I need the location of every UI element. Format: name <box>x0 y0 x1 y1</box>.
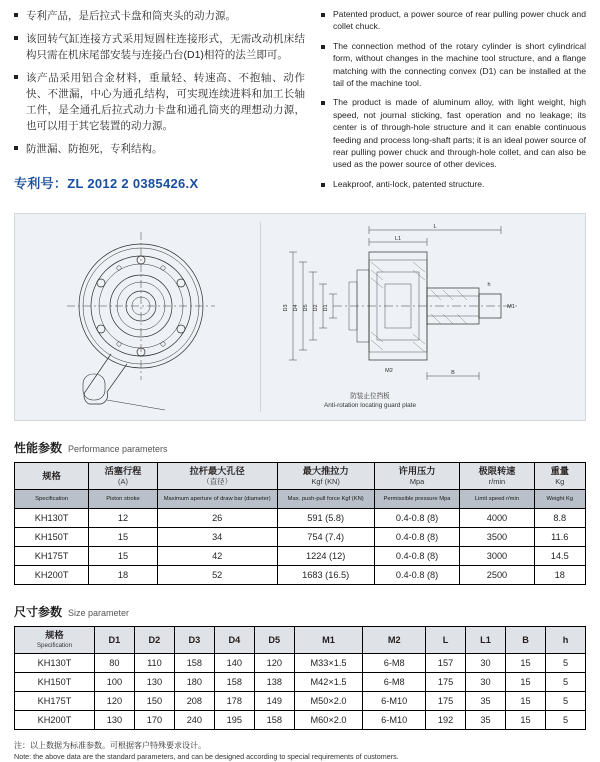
intro-chinese-list <box>14 8 305 157</box>
col-header-d1: D1 <box>94 627 134 654</box>
cell-m1: M60×2.0 <box>294 711 363 730</box>
cell-push-pull: 1683 (16.5) <box>277 566 374 585</box>
col-header-piston-stroke-cn: 活塞行程 <box>104 466 142 477</box>
cell-h: 5 <box>546 692 586 711</box>
size-table <box>14 626 586 730</box>
cell-weight: 18 <box>534 566 585 585</box>
cell-m1: M42×1.5 <box>294 673 363 692</box>
cell-d3: 240 <box>174 711 214 730</box>
list-item: The product is made of aluminum alloy, with light weight, high speed, not journal sticking, fast operation and no leakage; its center is of through-hole structure and it can enable continuous feeding and process long-shaft parts; it is an ideal power source of rear pulling power chuck and through-hole collet, and can also be used as the power source of other devices. <box>321 96 586 170</box>
col-header-weight <box>534 463 585 490</box>
svg-text:D5: D5 <box>303 304 309 312</box>
cell-d4: 158 <box>214 673 254 692</box>
cell-d4: 178 <box>214 692 254 711</box>
cell-model: KH175T <box>15 692 95 711</box>
figure-caption-cn: 防装止位挡板 <box>350 393 390 401</box>
list-item: 该产品采用铝合金材料，重量轻、转速高、不抱轴、动作快、不泄漏，中心为通孔结构，可实现连续进料和加工长轴工件，是全通孔后拉式动力卡盘和通孔筒夹的理想动力源，也可以用于其它装置的动力源。 <box>14 70 305 134</box>
performance-table <box>14 462 586 585</box>
svg-text:D1: D1 <box>323 304 329 312</box>
cell-d2: 110 <box>134 654 174 673</box>
cell-h: 5 <box>546 673 586 692</box>
list-item: Patented product, a power source of rear pulling power chuck and collet chuck. <box>321 8 586 33</box>
table-row <box>15 566 586 585</box>
cell-b: 15 <box>506 654 546 673</box>
col-header-draw-bar <box>157 463 277 490</box>
col-header-l: L <box>426 627 466 654</box>
cell-weight: 8.8 <box>534 509 585 528</box>
col-header-en-spec: Specification <box>15 490 89 509</box>
cell-b: 15 <box>506 692 546 711</box>
cell-d5: 120 <box>254 654 294 673</box>
cell-h: 5 <box>546 654 586 673</box>
cell-pressure: 0.4-0.8 (8) <box>374 509 460 528</box>
table-row <box>15 528 586 547</box>
col-header-limit-speed-cn: 极限转速 <box>478 466 516 477</box>
svg-text:h: h <box>487 282 491 289</box>
col-header-en-draw-bar: Maximum aperture of draw bar (diameter) <box>157 490 277 509</box>
cell-draw-bar: 34 <box>157 528 277 547</box>
section-view-drawing <box>261 214 585 420</box>
col-header-pressure <box>374 463 460 490</box>
list-item: 专利产品，是后拉式卡盘和筒夹头的动力源。 <box>14 8 305 24</box>
cell-l: 175 <box>426 673 466 692</box>
cell-weight: 11.6 <box>534 528 585 547</box>
size-title-en: Size parameter <box>68 608 130 619</box>
cell-push-pull: 1224 (12) <box>277 547 374 566</box>
product-drawing-panel <box>14 213 586 421</box>
intro-chinese-column <box>14 8 305 192</box>
col-header-l1: L1 <box>466 627 506 654</box>
col-header-en-pressure: Permissible pressure Mpa <box>374 490 460 509</box>
table-header-row-en <box>15 490 586 509</box>
figure-caption <box>310 392 430 410</box>
cell-weight: 14.5 <box>534 547 585 566</box>
cell-b: 15 <box>506 711 546 730</box>
cell-push-pull: 754 (7.4) <box>277 528 374 547</box>
list-item: 该回转气缸连接方式采用短圆柱连接形式，无需改动机床结构只需在机床尾部安装与连接凸台(D1)相符的法兰即可。 <box>14 31 305 63</box>
list-item: 防泄漏、防抱死，专利结构。 <box>14 141 305 157</box>
intro-english-column <box>321 8 586 197</box>
cell-draw-bar: 42 <box>157 547 277 566</box>
cell-pressure: 0.4-0.8 (8) <box>374 547 460 566</box>
col-header-spec <box>15 627 95 654</box>
intro-english-list <box>321 8 586 190</box>
table-row <box>15 509 586 528</box>
cell-m1: M33×1.5 <box>294 654 363 673</box>
cell-d3: 208 <box>174 692 214 711</box>
cell-d1: 80 <box>94 654 134 673</box>
col-header-m1: M1 <box>294 627 363 654</box>
col-header-draw-bar-cn: 拉杆最大孔径 <box>189 466 245 477</box>
svg-text:D4: D4 <box>293 304 299 312</box>
cell-d4: 195 <box>214 711 254 730</box>
col-header-b: B <box>506 627 546 654</box>
svg-text:L1: L1 <box>394 236 402 243</box>
table-row <box>15 673 586 692</box>
cell-m1: M50×2.0 <box>294 692 363 711</box>
cell-draw-bar: 26 <box>157 509 277 528</box>
cell-m2: 6-M10 <box>363 692 426 711</box>
table-header-row <box>15 463 586 490</box>
size-title-cn: 尺寸参数 <box>14 605 63 620</box>
cell-m2: 6-M10 <box>363 711 426 730</box>
col-header-pressure-sub: Mpa <box>409 477 425 487</box>
col-header-pressure-cn: 许用压力 <box>398 466 436 477</box>
col-header-d3: D3 <box>174 627 214 654</box>
cell-d1: 100 <box>94 673 134 692</box>
svg-text:D2: D2 <box>313 304 319 312</box>
front-view-svg <box>15 214 260 420</box>
table-row <box>15 547 586 566</box>
cell-model: KH150T <box>15 528 89 547</box>
svg-text:B: B <box>451 370 455 377</box>
table-row <box>15 711 586 730</box>
cell-limit-speed: 3000 <box>460 547 534 566</box>
cell-l: 192 <box>426 711 466 730</box>
table-row <box>15 654 586 673</box>
performance-section-heading <box>14 439 586 456</box>
cell-d2: 130 <box>134 673 174 692</box>
figure-caption-en: Anti-rotation locating guard plate <box>323 402 416 410</box>
cell-pressure: 0.4-0.8 (8) <box>374 528 460 547</box>
col-header-en-weight: Weight Kg <box>534 490 585 509</box>
cell-limit-speed: 2500 <box>460 566 534 585</box>
cell-model: KH175T <box>15 547 89 566</box>
col-header-limit-speed-sub: r/min <box>488 477 506 487</box>
cell-d3: 180 <box>174 673 214 692</box>
col-header-d4: D4 <box>214 627 254 654</box>
cell-l1: 35 <box>466 711 506 730</box>
col-header-piston-stroke-sub: (A) <box>118 477 128 487</box>
cell-d1: 130 <box>94 711 134 730</box>
col-header-d2: D2 <box>134 627 174 654</box>
col-header-d5: D5 <box>254 627 294 654</box>
cell-model: KH130T <box>15 654 95 673</box>
cell-d5: 138 <box>254 673 294 692</box>
cell-push-pull: 591 (5.8) <box>277 509 374 528</box>
cell-h: 5 <box>546 711 586 730</box>
front-view-drawing <box>15 214 260 420</box>
svg-text:D3: D3 <box>283 304 289 312</box>
cell-m2: 6-M8 <box>363 673 426 692</box>
cell-d1: 120 <box>94 692 134 711</box>
cell-draw-bar: 52 <box>157 566 277 585</box>
col-header-en-push-pull: Max. push-pull force Kgf (KN) <box>277 490 374 509</box>
patent-number: 专利号：ZL 2012 2 0385426.X <box>14 176 199 191</box>
col-header-en-limit-speed: Limit speed r/min <box>460 490 534 509</box>
section-view-svg <box>261 214 586 420</box>
cell-piston-stroke: 18 <box>89 566 158 585</box>
cell-piston-stroke: 15 <box>89 547 158 566</box>
svg-text:M2: M2 <box>385 368 393 375</box>
table-row <box>15 692 586 711</box>
col-header-limit-speed <box>460 463 534 490</box>
footnote-en: Note: the above data are the standard parameters, and can be designed according to special requirements of customers. <box>14 752 399 762</box>
cell-l1: 30 <box>466 673 506 692</box>
cell-d4: 140 <box>214 654 254 673</box>
svg-text:M1: M1 <box>507 304 515 311</box>
cell-model: KH200T <box>15 711 95 730</box>
col-header-push-pull-cn: 最大推拉力 <box>302 466 349 477</box>
cell-b: 15 <box>506 673 546 692</box>
col-header-push-pull <box>277 463 374 490</box>
col-header-en-piston-stroke: Piston stroke <box>89 490 158 509</box>
col-header-draw-bar-sub: （直径） <box>202 477 232 487</box>
col-header-spec-cn: 规格 <box>45 630 64 641</box>
table-header-row <box>15 627 586 654</box>
col-header-spec-cn: 规格 <box>42 471 61 482</box>
col-header-h: h <box>546 627 586 654</box>
cell-piston-stroke: 12 <box>89 509 158 528</box>
col-header-push-pull-sub: Kgf (KN) <box>311 477 340 487</box>
col-header-weight-cn: 重量 <box>550 466 569 477</box>
col-header-piston-stroke <box>89 463 158 490</box>
cell-model: KH200T <box>15 566 89 585</box>
cell-d3: 158 <box>174 654 214 673</box>
cell-limit-speed: 3500 <box>460 528 534 547</box>
performance-title-en: Performance parameters <box>68 444 168 455</box>
size-section-heading <box>14 603 586 620</box>
cell-d2: 170 <box>134 711 174 730</box>
col-header-weight-sub: Kg <box>555 477 565 487</box>
cell-limit-speed: 4000 <box>460 509 534 528</box>
cell-l: 175 <box>426 692 466 711</box>
cell-l: 157 <box>426 654 466 673</box>
list-item: The connection method of the rotary cylinder is short cylindrical form, without changes in the machine tool structure, and a flange matching with the connecting convex (D1) can be installed at the tail of the machine tool. <box>321 40 586 90</box>
cell-l1: 30 <box>466 654 506 673</box>
cell-l1: 35 <box>466 692 506 711</box>
col-header-spec-en: Specification <box>36 642 73 650</box>
cell-pressure: 0.4-0.8 (8) <box>374 566 460 585</box>
cell-model: KH150T <box>15 673 95 692</box>
intro-section <box>14 8 586 197</box>
footnote-cn: 注：以上数据为标准参数。可根据客户特殊要求设计。 <box>14 741 206 751</box>
cell-d5: 158 <box>254 711 294 730</box>
cell-d5: 149 <box>254 692 294 711</box>
cell-piston-stroke: 15 <box>89 528 158 547</box>
cell-m2: 6-M8 <box>363 654 426 673</box>
cell-model: KH130T <box>15 509 89 528</box>
col-header-spec <box>15 463 89 490</box>
cell-d2: 150 <box>134 692 174 711</box>
performance-title-cn: 性能参数 <box>14 441 63 456</box>
list-item: Leakproof, anti-lock, patented structure. <box>321 178 586 190</box>
footnote <box>14 740 586 762</box>
svg-text:L: L <box>433 224 437 231</box>
col-header-m2: M2 <box>363 627 426 654</box>
